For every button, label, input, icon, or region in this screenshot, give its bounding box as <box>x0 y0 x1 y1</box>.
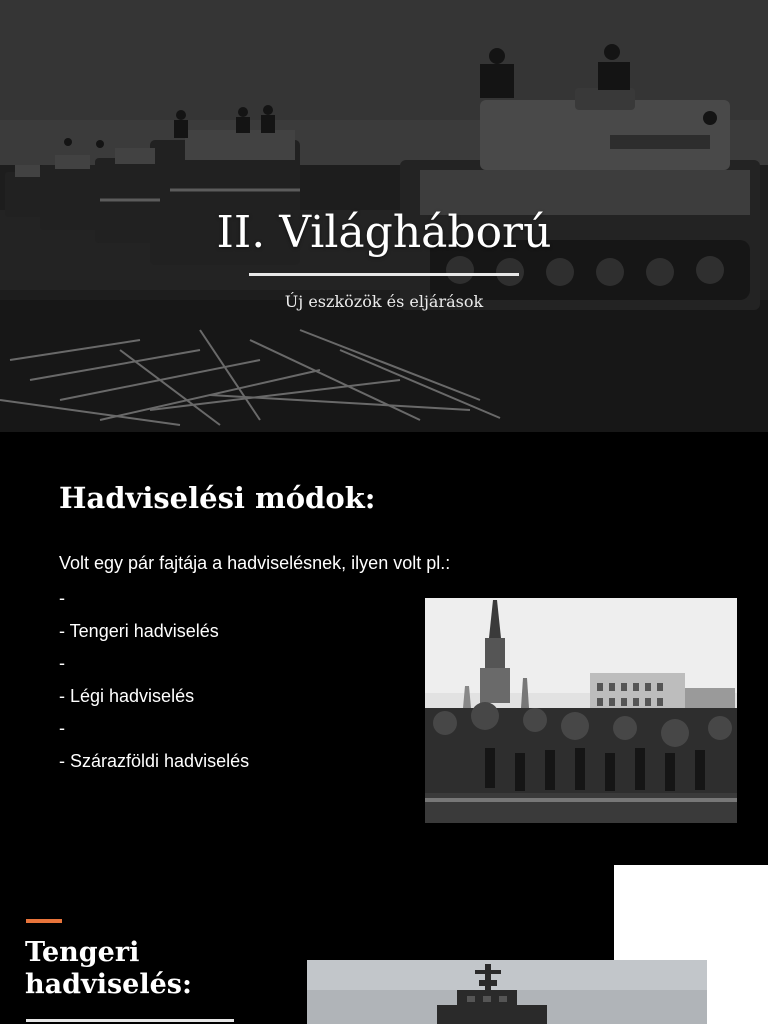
warfare-modes-slide <box>0 432 768 865</box>
list-item: - <box>59 718 65 738</box>
modes-intro: Volt egy pár fajtája a hadviselésnek, ilyen volt pl.: <box>59 553 451 573</box>
list-item: - Szárazföldi hadviselés <box>59 750 250 771</box>
ruined-city-photo <box>425 598 737 823</box>
warship-photo <box>307 960 707 1024</box>
accent-bar <box>26 919 62 923</box>
slide-subtitle: Új eszközök és eljárások <box>284 292 484 311</box>
naval-heading-line1: Tengeri <box>25 937 140 968</box>
modes-list <box>59 584 249 779</box>
naval-heading <box>25 937 285 1001</box>
naval-heading-line2: hadviselés: <box>25 969 192 1000</box>
naval-warfare-slide <box>0 865 768 1024</box>
list-item: - Tengeri hadviselés <box>59 620 219 641</box>
list-item: - Légi hadviselés <box>59 685 195 706</box>
slide-title: II. Világháború <box>216 207 552 258</box>
list-item: - <box>59 588 65 608</box>
list-item: - <box>59 653 65 673</box>
naval-heading-divider <box>26 1019 234 1022</box>
title-slide <box>0 0 768 432</box>
title-divider <box>249 273 519 276</box>
modes-heading: Hadviselési módok: <box>59 481 376 515</box>
